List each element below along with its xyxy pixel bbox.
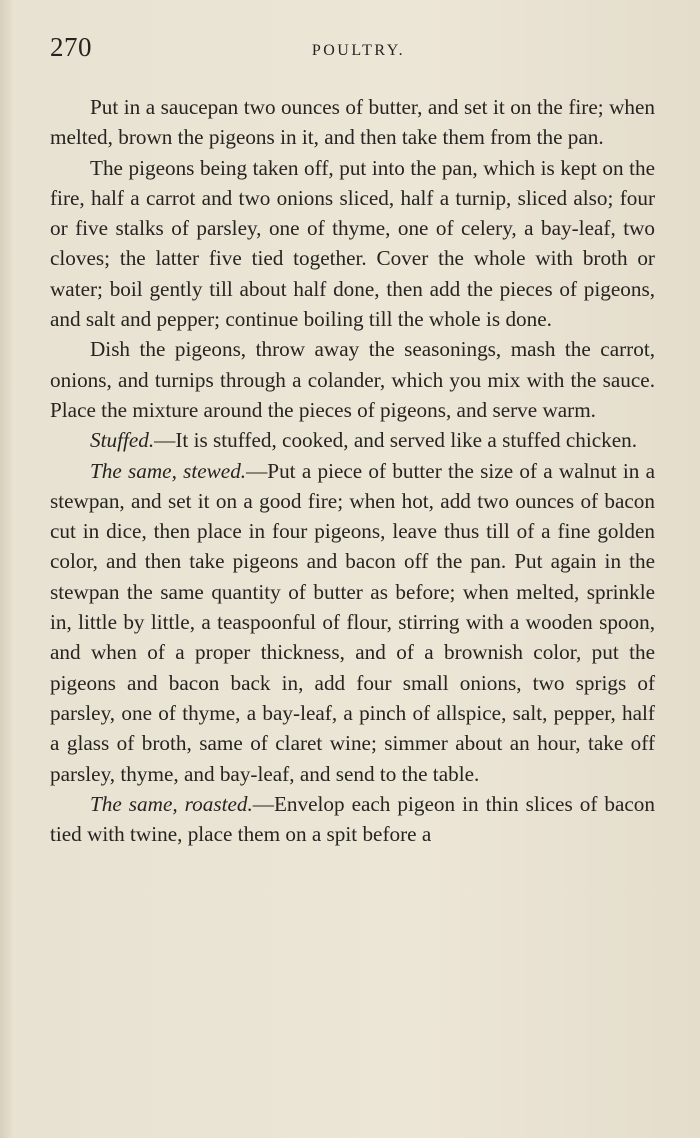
paragraph (50, 425, 655, 455)
paragraph-text: The pigeons being taken off, put into the pan, which is kept on the fire, half a carrot and two onions sliced, half a turnip, sliced also; four or five stalks of parsley, one of thyme, one of celery, a bay-leaf, two cloves; the latter five tied together. Cover the whole with broth or water; boil gently till about half done, then add the pieces of pigeons, and salt and pepper; continue boiling till the whole is done. (50, 155, 655, 332)
paragraph (50, 334, 655, 425)
body-text (50, 92, 655, 849)
paragraph-text: —Put a piece of butter the size of a walnut in a stewpan, and set it on a good fire; when hot, add two ounces of bacon cut in dice, then place in four pigeons, leave thus till of a fine golden color, and then take pigeons and bacon off the pan. Put again in the stewpan the same quantity of butter as before; when melted, sprinkle in, little by little, a teaspoonful of flour, stirring with a wooden spoon, and when of a proper thickness, and of a brownish color, put the pigeons and bacon back in, add four small onions, two sprigs of parsley, one of thyme, a bay-leaf, a pinch of allspice, salt, pepper, half a glass of broth, same of claret wine; simmer about an hour, take off parsley, thyme, and bay-leaf, and send to the table. (50, 458, 655, 786)
paragraph (50, 92, 655, 153)
page-number: 270 (50, 32, 92, 62)
page-header (50, 32, 655, 72)
paragraph-text: Put in a saucepan two ounces of butter, and set it on the fire; when melted, brown the pigeons in it, and then take them from the pan. (50, 95, 655, 150)
paragraph (50, 789, 655, 850)
paragraph-lead: The same, stewed. (90, 458, 247, 483)
paragraph-lead: The same, roasted. (90, 791, 253, 816)
paragraph-text: —Envelop each pigeon in thin slices of bacon tied with twine, place them on a spit before a (50, 791, 655, 847)
paragraph (50, 456, 655, 789)
running-head: POULTRY. (311, 42, 406, 59)
paragraph (50, 153, 655, 335)
paragraph-lead: Stuffed. (90, 428, 155, 453)
paragraph-text: —It is stuffed, cooked, and served like a stuffed chicken. (154, 428, 638, 453)
paragraph-text: Dish the pigeons, throw away the seasonings, mash the carrot, onions, and turnips through a colander, which you mix with the sauce. Place the mixture around the pieces of pigeons, and serve warm. (50, 337, 655, 422)
